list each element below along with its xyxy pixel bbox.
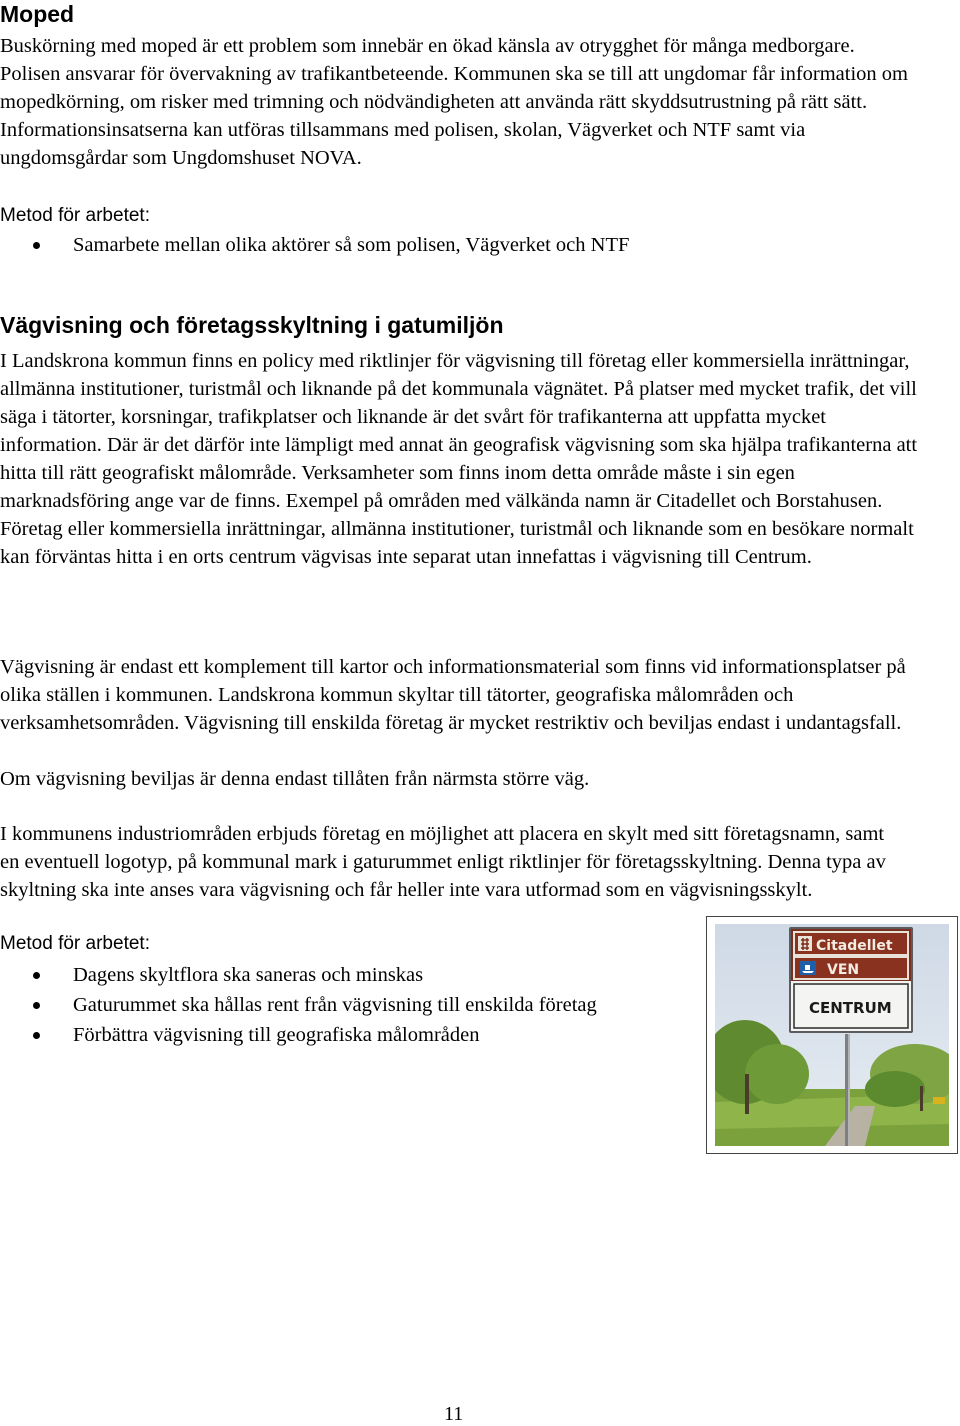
vagvisning-paragraph-3: Om vägvisning beviljas är denna endast tillåten från närmsta större väg. xyxy=(0,768,590,790)
bullet-icon xyxy=(33,1032,40,1039)
bullet-icon xyxy=(33,972,40,979)
section-heading-moped: Moped xyxy=(0,1,75,27)
road-sign-image xyxy=(715,924,949,1146)
moped-method-list xyxy=(0,230,629,260)
vagvisning-paragraph-2: Vägvisning är endast ett komplement till kartor och informationsmaterial som finns vid informationsplatser på olika ställen i kommunen. Landskrona kommun skyltar till tätorter, geografiska målområden och verksamhetsområden. Vägvisning till enskilda företag är mycket restriktiv och beviljas endast i undantagsfall. xyxy=(0,656,906,734)
road-sign-photo xyxy=(706,916,958,1154)
list-item: Gaturummet ska hållas rent från vägvisning till enskilda företag xyxy=(0,990,597,1020)
vagvisning-method-list xyxy=(0,960,597,1050)
sign-ven-text: VEN xyxy=(827,962,860,978)
vagvisning-paragraph-1: I Landskrona kommun finns en policy med riktlinjer för vägvisning till företag eller kommersiella inrättningar, allmänna institutioner, turistmål och liknande på det kommunala vägnätet. På platser med mycket trafik, det vill säga i tätorter, korsningar, trafikplatser och liknande är det svårt för trafikanterna att uppfatta mycket information. Där är det därför inte lämpligt med annat än geografisk vägvisning som ska hjälpa trafikanterna att hitta till rätt geografiskt målområde. Verksamheter som finns inom detta område måste i sin egen marknadsföring ange var de finns. Exempel på områden med välkända namn är Citadellet och Borstahusen. Företag eller kommersiella inrättningar, allmänna institutioner, turistmål och liknande som en besökare normalt kan förväntas hitta i en orts centrum vägvisas inte separat utan innefattas i vägvisning till Centrum. xyxy=(0,350,918,568)
list-item: Samarbete mellan olika aktörer så som polisen, Vägverket och NTF xyxy=(0,230,629,260)
list-item: Dagens skyltflora ska saneras och minskas xyxy=(0,960,597,990)
sign-citadellet-text: Citadellet xyxy=(816,938,893,954)
method-label: Metod för arbetet: xyxy=(0,933,150,954)
section-heading-vagvisning: Vägvisning och företagsskyltning i gatumiljön xyxy=(0,312,504,338)
bullet-icon xyxy=(33,1002,40,1009)
list-item: Förbättra vägvisning till geografiska målområden xyxy=(0,1020,597,1050)
moped-paragraph: Buskörning med moped är ett problem som innebär en ökad känsla av otrygghet för många medborgare. Polisen ansvarar för övervakning av trafikantbeteende. Kommunen ska se till att ungdomar får information om mopedkörning, om risker med trimning och nödvändigheten att använda rätt skyddsutrustning på rätt sätt. Informationsinsatserna kan utföras tillsammans med polisen, skolan, Vägverket och NTF samt via ungdomsgårdar som Ungdomshuset NOVA. xyxy=(0,35,908,169)
bullet-icon xyxy=(33,242,40,249)
method-label: Metod för arbetet: xyxy=(0,205,150,226)
page-number: 11 xyxy=(444,1403,464,1425)
vagvisning-paragraph-4: I kommunens industriområden erbjuds företag en möjlighet att placera en skylt med sitt företagsnamn, samt en eventuell logotyp, på kommunal mark i gaturummet enligt riktlinjer för företagsskyltning. Denna typa av skyltning ska inte anses vara vägvisning och får heller inte vara utformad som en vägvisningsskylt. xyxy=(0,823,886,901)
sign-centrum-text: CENTRUM xyxy=(809,999,892,1017)
